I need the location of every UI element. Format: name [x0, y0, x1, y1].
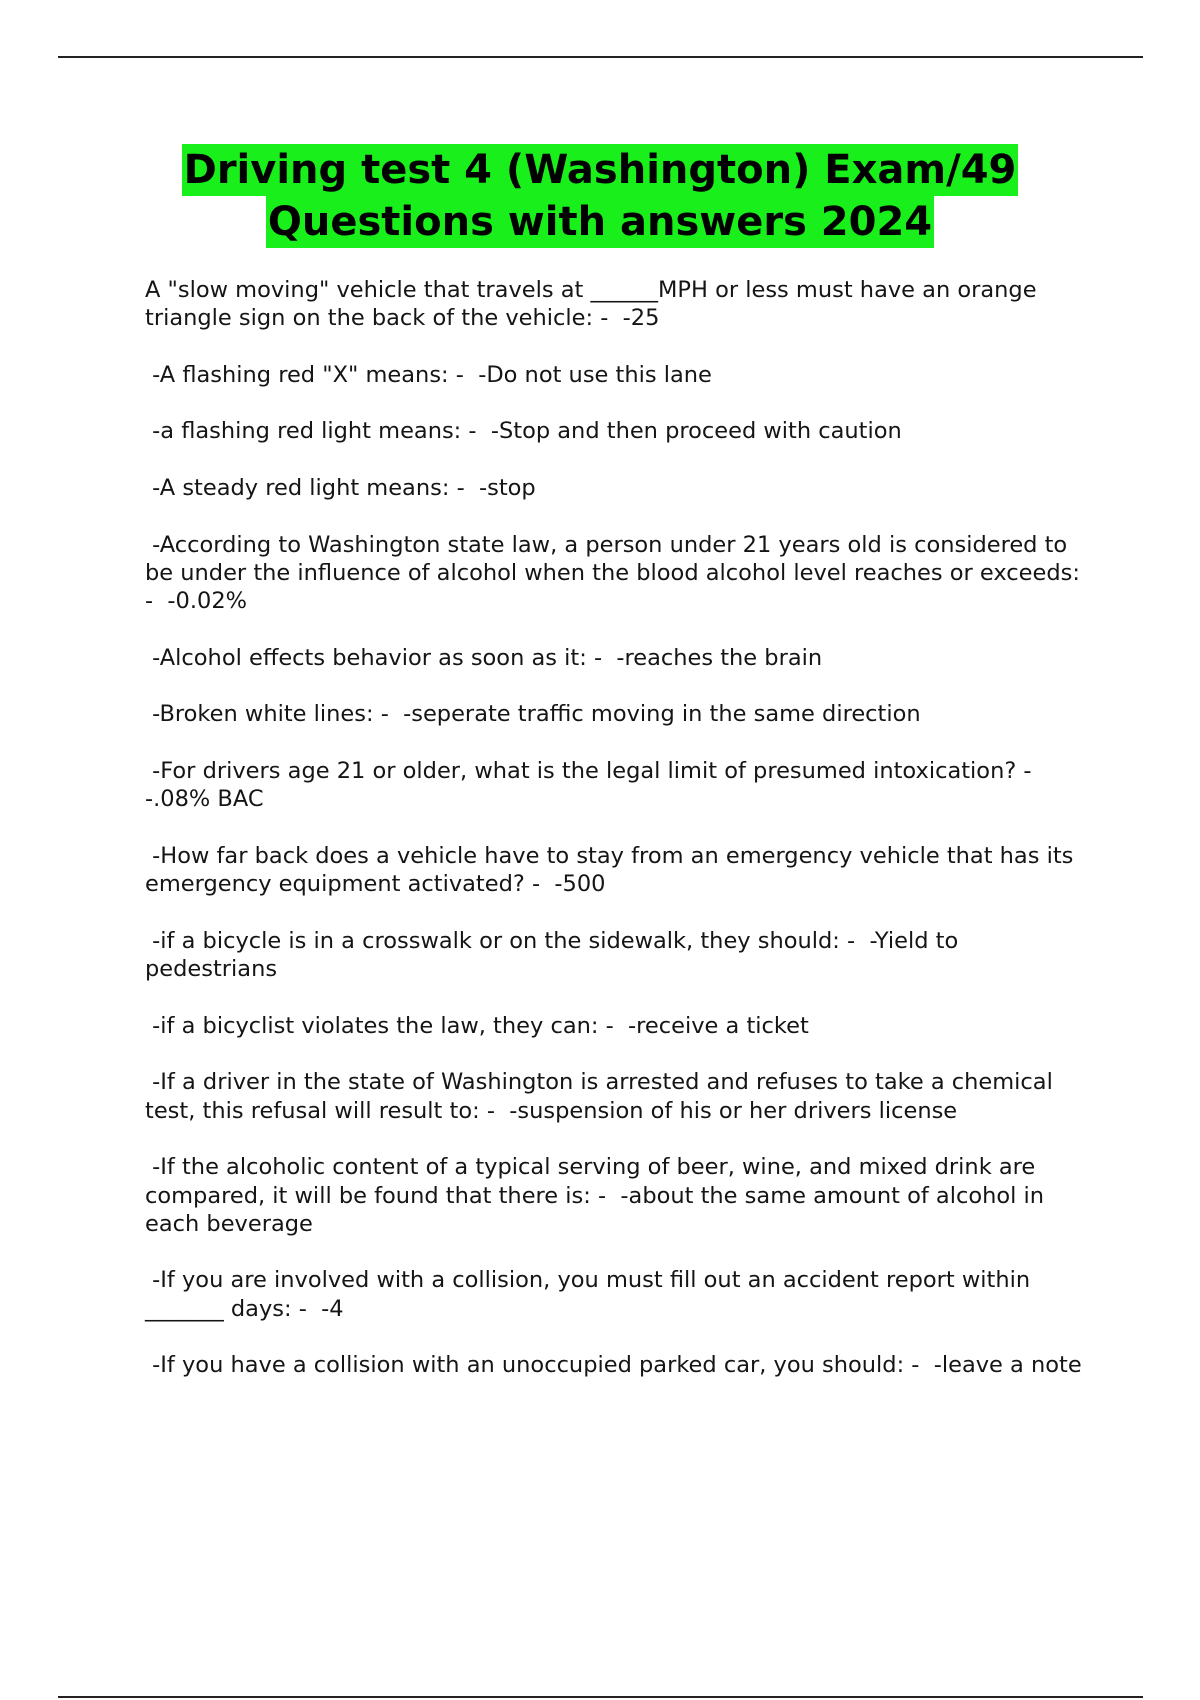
qa-item-steady-red-light: -A steady red light means: - -stop — [145, 475, 536, 502]
qa-item-slow-moving-vehicle: A "slow moving" vehicle that travels at ______MPH or less must have an orange triangle sign on the back of the vehicle: - -25 — [145, 277, 1044, 332]
qa-item-flashing-red-x: -A flashing red "X" means: - -Do not use this lane — [145, 361, 712, 388]
qa-item-legal-limit-21-plus: -For drivers age 21 or older, what is the legal limit of presumed intoxication? - -.08% BAC — [145, 758, 1046, 813]
document-title — [100, 144, 1100, 248]
question-answer-list — [145, 276, 1090, 1408]
qa-item-emergency-vehicle-distance: -How far back does a vehicle have to stay from an emergency vehicle that has its emergency equipment activated? - -500 — [145, 842, 1081, 898]
qa-item-broken-white-lines: -Broken white lines: - -seperate traffic moving in the same direction — [145, 701, 921, 728]
qa-item-bicyclist-violation: -if a bicyclist violates the law, they can: - -receive a ticket — [145, 1012, 809, 1039]
top-divider — [58, 56, 1143, 58]
bottom-divider — [58, 1696, 1143, 1698]
qa-item-under-21-bac: -According to Washington state law, a person under 21 years old is considered to be under the influence of alcohol when the blood alcohol level reaches or exceeds: - -0.02% — [145, 531, 1088, 615]
qa-item-bicycle-crosswalk: -if a bicycle is in a crosswalk or on the sidewalk, they should: - -Yield to pedestrians — [145, 927, 966, 983]
qa-item-alcohol-content-comparison: -If the alcoholic content of a typical serving of beer, wine, and mixed drink are compared, it will be found that there is: - -about the same amount of alcohol in each beverage — [145, 1154, 1052, 1237]
title-line-2: Questions with answers 2024 — [266, 196, 934, 248]
qa-item-alcohol-effects: -Alcohol effects behavior as soon as it: - -reaches the brain — [145, 644, 823, 671]
qa-item-flashing-red-light: -a flashing red light means: - -Stop and then proceed with caution — [145, 418, 902, 445]
qa-item-accident-report-days: -If you are involved with a collision, you must fill out an accident report within _______ days: - -4 — [145, 1267, 1038, 1322]
title-line-1: Driving test 4 (Washington) Exam/49 — [182, 144, 1019, 196]
qa-item-unoccupied-parked-car: -If you have a collision with an unoccupied parked car, you should: - -leave a note — [145, 1352, 1082, 1379]
qa-item-chemical-test-refusal: -If a driver in the state of Washington is arrested and refuses to take a chemical test, this refusal will result to: - -suspension of his or her drivers license — [145, 1069, 1060, 1124]
